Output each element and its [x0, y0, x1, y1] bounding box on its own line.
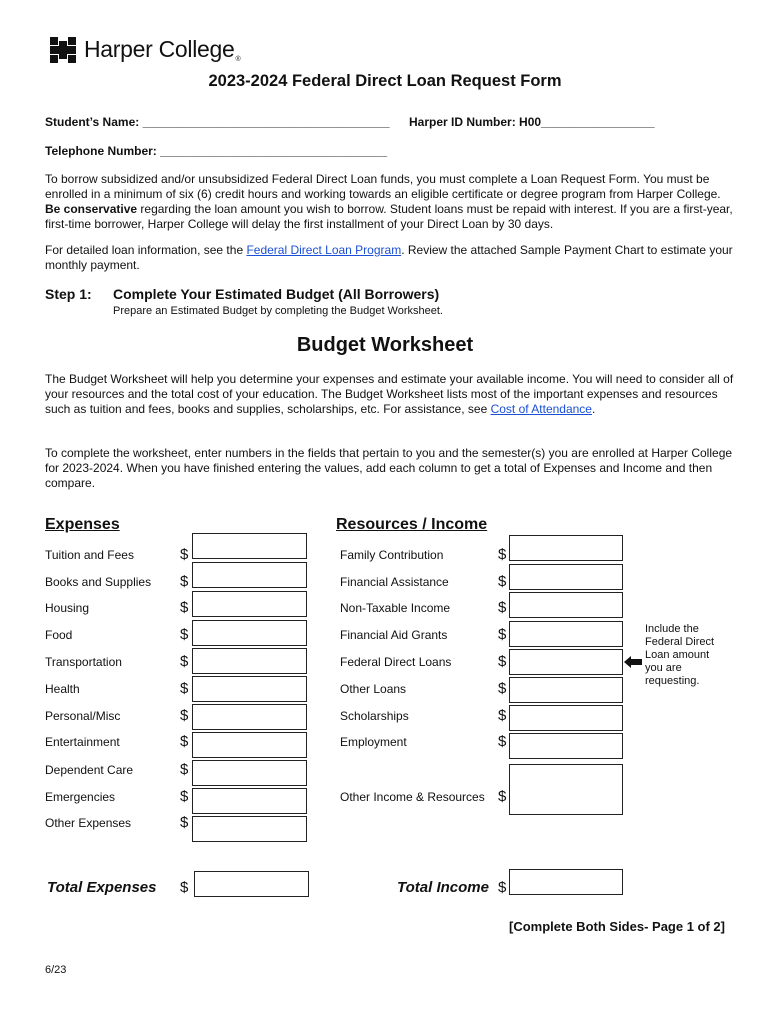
dollar-sign: $: [498, 707, 507, 724]
expense-label: Emergencies: [45, 790, 116, 804]
total-expenses-input[interactable]: [194, 871, 309, 897]
federal-direct-loans-input[interactable]: [509, 649, 623, 675]
resource-label: Federal Direct Loans: [340, 655, 452, 669]
cost-of-attendance-link[interactable]: Cost of Attendance: [490, 402, 592, 416]
emergencies-input[interactable]: [192, 788, 307, 814]
housing-input[interactable]: [192, 591, 307, 617]
dollar-sign: $: [180, 761, 189, 778]
resource-label: Non-Taxable Income: [340, 601, 451, 615]
student-name-field[interactable]: Student’s Name: _____________________________________: [45, 115, 390, 129]
expense-label: Housing: [45, 601, 90, 615]
dollar-sign: $: [498, 879, 507, 896]
expense-label: Tuition and Fees: [45, 548, 134, 562]
dollar-sign: $: [180, 680, 189, 697]
expense-label: Books and Supplies: [45, 575, 152, 589]
dollar-sign: $: [180, 814, 189, 831]
expense-label: Transportation: [45, 655, 122, 669]
dollar-sign: $: [498, 733, 507, 750]
dollar-sign: $: [498, 599, 507, 616]
step1-label: Step 1:: [45, 286, 92, 302]
dependent-care-input[interactable]: [192, 760, 307, 786]
resource-label: Other Loans: [340, 682, 407, 696]
worksheet-intro: The Budget Worksheet will help you determine your expenses and estimate your available income. You will need to consider all of your resources and the total cost of your education. The Budget Worksheet lists most of the important expenses and resources such as tuition and fees, books and supplies, scholarships, etc. For assistance, see Cost of Attendance.: [45, 372, 734, 416]
be-conservative-text: Be conservative: [45, 202, 138, 216]
expenses-header: Expenses: [45, 516, 120, 533]
non-taxable-income-input[interactable]: [509, 592, 623, 618]
financial-aid-grants-input[interactable]: [509, 621, 623, 647]
financial-assistance-input[interactable]: [509, 564, 623, 590]
resource-label: Scholarships: [340, 709, 409, 723]
dollar-sign: $: [498, 680, 507, 697]
personal-misc-input[interactable]: [192, 704, 307, 730]
telephone-field[interactable]: Telephone Number: __________________________________: [45, 144, 388, 158]
expense-label: Personal/Misc: [45, 709, 121, 723]
intro-paragraph: To borrow subsidized and/or unsubsidized Federal Direct Loan funds, you must complete a Loan Request Form. You must be enrolled in a minimum of six (6) credit hours and working towards an eligible certificate or degree program from Harper College. Be conservative regarding the loan amount you wish to borrow. Student loans must be repaid with interest. If you are a first-year, first-time borrower, Harper College will delay the first installment of your Direct Loan by 30 days.: [45, 172, 733, 231]
resource-label: Financial Assistance: [340, 575, 449, 589]
dollar-sign: $: [180, 879, 189, 896]
other-loans-input[interactable]: [509, 677, 623, 703]
worksheet-title: Budget Worksheet: [296, 334, 474, 356]
dollar-sign: $: [180, 788, 189, 805]
harper-id-field[interactable]: Harper ID Number: H00_________________: [409, 115, 655, 129]
dollar-sign: $: [498, 573, 507, 590]
harper-logo-icon: [50, 37, 76, 63]
worksheet-instructions: To complete the worksheet, enter numbers in the fields that pertain to you and the semester(s) you are enrolled at Harper College for 2023-2024. When you have finished entering the values, add each column to get a total of Expenses and Income and then compare.: [45, 446, 733, 490]
expense-label: Entertainment: [45, 735, 120, 749]
brand-name: Harper College: [84, 36, 235, 62]
step1-subtitle: Prepare an Estimated Budget by completing the Budget Worksheet.: [113, 305, 443, 317]
expense-label: Health: [45, 682, 80, 696]
revision-date: 6/23: [45, 964, 67, 976]
dollar-sign: $: [180, 733, 189, 750]
loan-amount-note: Include the Federal Direct Loan amount you are requesting.: [645, 623, 715, 687]
dollar-sign: $: [498, 626, 507, 643]
federal-direct-loan-link[interactable]: Federal Direct Loan Program: [246, 243, 402, 257]
food-input[interactable]: [192, 620, 307, 646]
books-supplies-input[interactable]: [192, 562, 307, 588]
dollar-sign: $: [498, 653, 507, 670]
step1-title: Complete Your Estimated Budget (All Borrowers): [113, 286, 440, 302]
scholarships-input[interactable]: [509, 705, 623, 731]
resource-label: Financial Aid Grants: [340, 628, 448, 642]
dollar-sign: $: [180, 626, 189, 643]
expense-label: Food: [45, 628, 73, 642]
expense-label: Other Expenses: [45, 816, 132, 830]
resource-label: Family Contribution: [340, 548, 444, 562]
resource-label: Employment: [340, 735, 407, 749]
other-expenses-input[interactable]: [192, 816, 307, 842]
resources-header: Resources / Income: [336, 516, 488, 533]
harper-logo: [50, 36, 241, 63]
form-title: 2023-2024 Federal Direct Loan Request Form: [208, 72, 562, 90]
expense-label: Dependent Care: [45, 763, 134, 777]
dollar-sign: $: [180, 653, 189, 670]
total-income-input[interactable]: [509, 869, 623, 895]
dollar-sign: $: [498, 788, 507, 805]
dollar-sign: $: [180, 599, 189, 616]
total-income-label: Total Income: [397, 879, 489, 896]
page-note: [Complete Both Sides- Page 1 of 2]: [509, 919, 725, 934]
dollar-sign: $: [498, 546, 507, 563]
tuition-fees-input[interactable]: [192, 533, 307, 559]
arrow-left-icon: [624, 655, 642, 669]
employment-input[interactable]: [509, 733, 623, 759]
resource-label: Other Income & Resources: [340, 790, 485, 804]
other-income-resources-input[interactable]: [509, 764, 623, 815]
health-input[interactable]: [192, 676, 307, 702]
dollar-sign: $: [180, 546, 189, 563]
family-contribution-input[interactable]: [509, 535, 623, 561]
registered-mark: ®: [235, 56, 241, 63]
transportation-input[interactable]: [192, 648, 307, 674]
step1-heading: [45, 286, 440, 302]
loan-info-paragraph: For detailed loan information, see the Federal Direct Loan Program. Review the attached Sample Payment Chart to estimate your monthly payment.: [45, 243, 733, 272]
entertainment-input[interactable]: [192, 732, 307, 758]
dollar-sign: $: [180, 573, 189, 590]
dollar-sign: $: [180, 707, 189, 724]
total-expenses-label: Total Expenses: [47, 879, 157, 896]
